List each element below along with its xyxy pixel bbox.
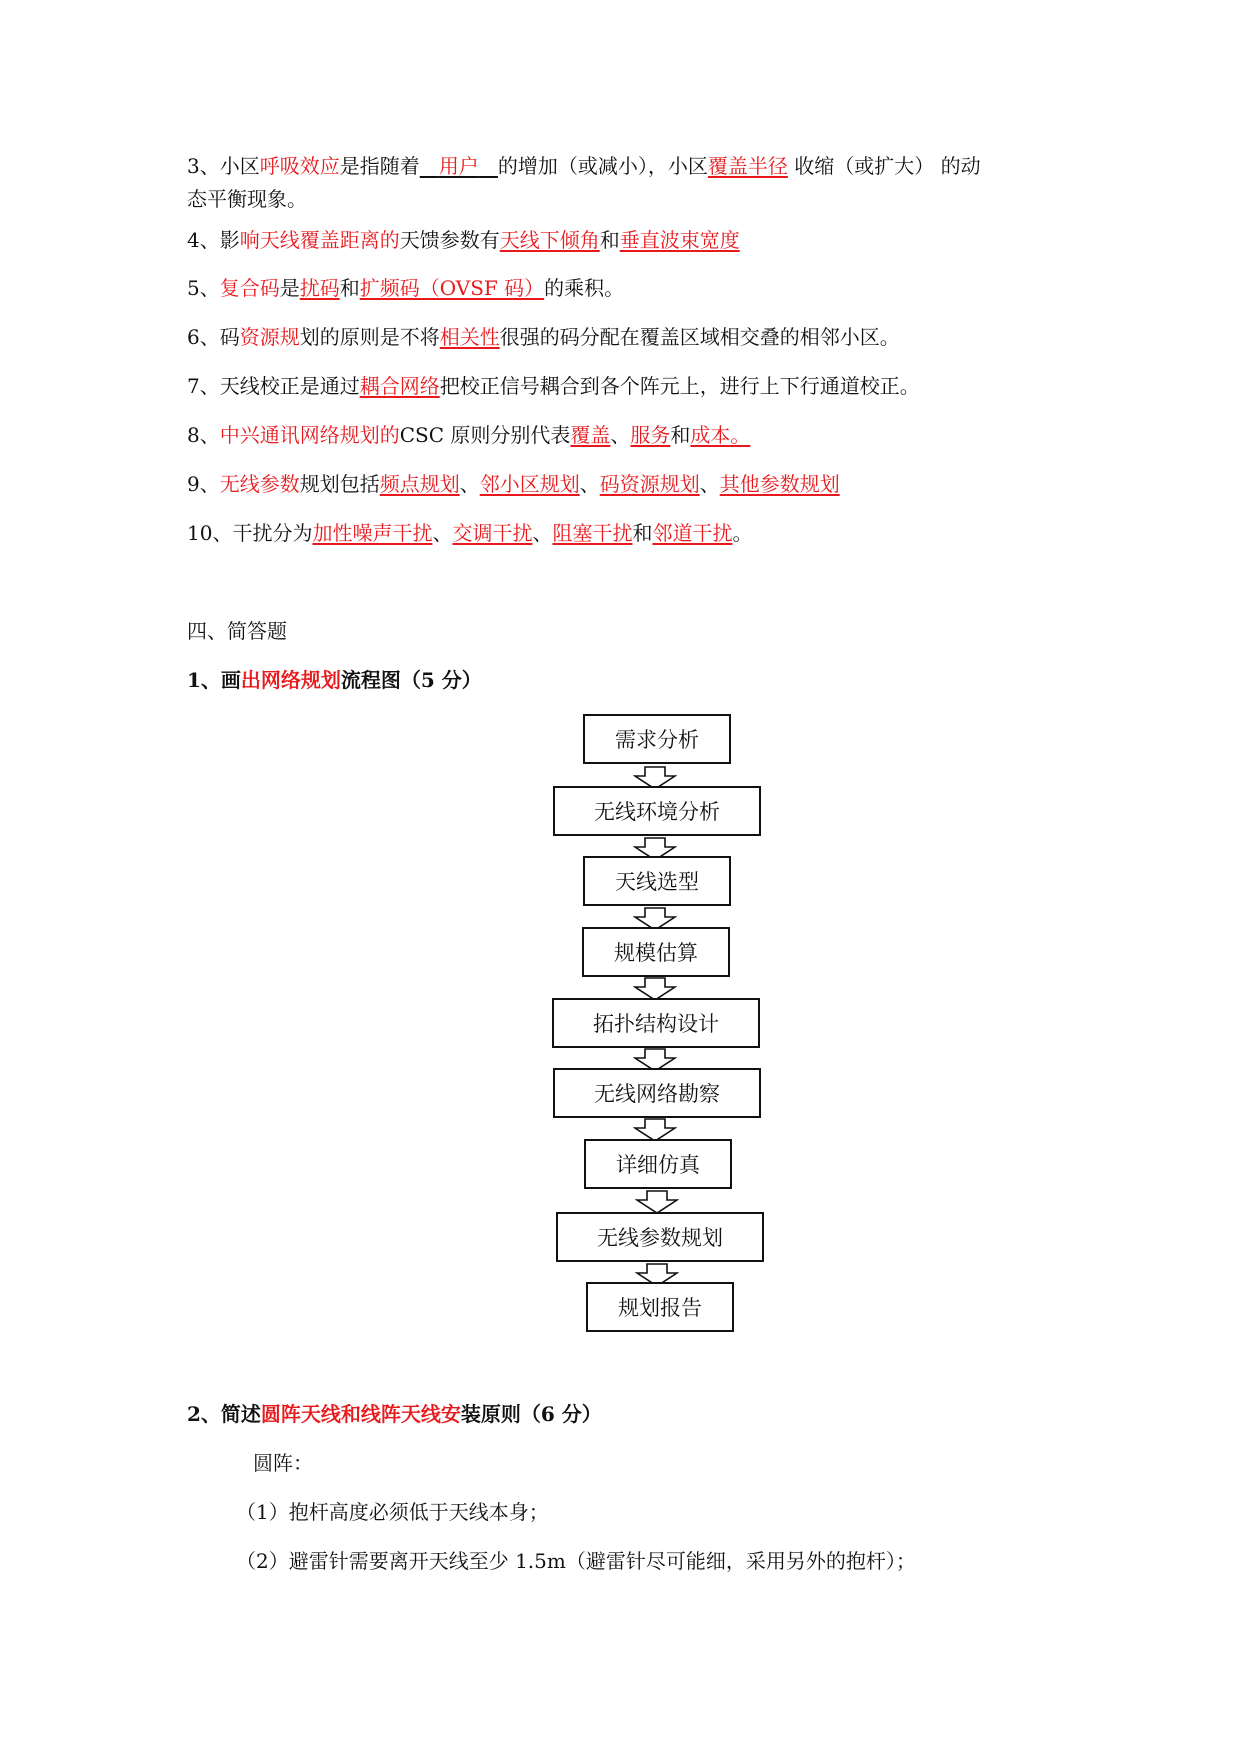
question-4: 4、影响天线覆盖距离的天馈参数有天线下倾角和垂直波束宽度 xyxy=(187,228,740,252)
question-7: 7、天线校正是通过耦合网络把校正信号耦合到各个阵元上，进行上下行通道校正。 xyxy=(187,374,920,398)
question-10: 10、干扰分为加性噪声干扰、交调干扰、阻塞干扰和邻道干扰。 xyxy=(187,521,753,545)
question-8: 8、中兴通讯网络规划的CSC 原则分别代表覆盖、服务和成本。 xyxy=(187,423,751,447)
flow-step-5: 拓扑结构设计 xyxy=(552,998,760,1048)
short-answer-2-title: 2、简述圆阵天线和线阵天线安装原则（6 分） xyxy=(187,1402,602,1426)
question-6: 6、码资源规划的原则是不将相关性很强的码分配在覆盖区域相交叠的相邻小区。 xyxy=(187,325,900,349)
question-3-line1: 3、小区呼吸效应是指随着 用户 的增加（或减小），小区覆盖半径 收缩（或扩大） 的动 xyxy=(187,154,981,178)
flow-step-8: 无线参数规划 xyxy=(556,1212,764,1262)
flow-step-4: 规模估算 xyxy=(582,927,730,977)
blank-answer-user: 用户 xyxy=(438,154,479,178)
question-5: 5、复合码是扰码和扩频码（OVSF 码）的乘积。 xyxy=(187,276,625,300)
flow-step-2: 无线环境分析 xyxy=(553,786,761,836)
flow-step-7: 详细仿真 xyxy=(584,1139,732,1189)
answer-item-2: （2）避雷针需要离开天线至少 1.5m（避雷针尽可能细，采用另外的抱杆）； xyxy=(236,1549,916,1573)
short-answer-1-title: 1、画出网络规划流程图（5 分） xyxy=(187,668,482,692)
down-arrow-icon xyxy=(635,1190,679,1214)
flow-step-1: 需求分析 xyxy=(583,714,731,764)
flow-step-6: 无线网络勘察 xyxy=(553,1068,761,1118)
section-title: 四、简答题 xyxy=(187,619,287,643)
flow-step-3: 天线选型 xyxy=(583,856,731,906)
answer-circle-label: 圆阵： xyxy=(253,1451,313,1475)
answer-item-1: （1）抱杆高度必须低于天线本身； xyxy=(236,1500,549,1524)
question-3-line2: 态平衡现象。 xyxy=(187,187,307,211)
flow-step-9: 规划报告 xyxy=(586,1282,734,1332)
question-9: 9、无线参数规划包括频点规划、邻小区规划、码资源规划、其他参数规划 xyxy=(187,472,840,496)
